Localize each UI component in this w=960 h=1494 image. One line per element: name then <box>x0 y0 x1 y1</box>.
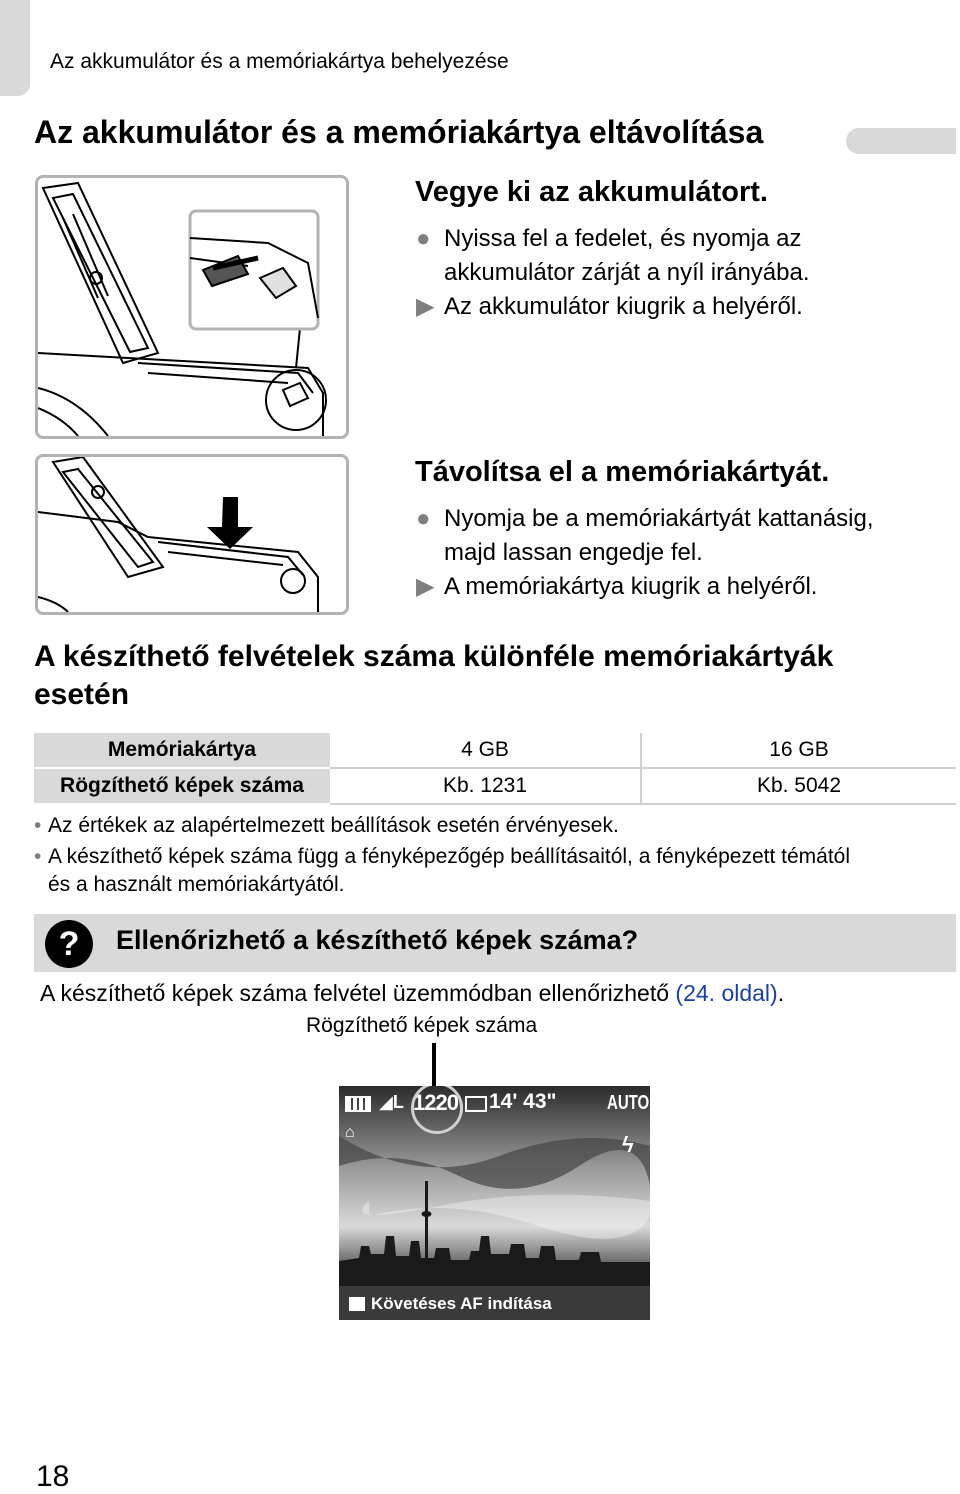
step-1-line <box>416 290 946 324</box>
af-tracking-icon <box>349 1297 365 1311</box>
step-2-line <box>416 536 956 570</box>
movie-icon <box>465 1096 487 1112</box>
bullet-dot-icon: • <box>34 845 42 868</box>
shots-remaining: 1220 <box>413 1090 458 1115</box>
note-text: Az értékek az alapértelmezett beállítások esetén érvényesek. <box>48 814 619 837</box>
callout-label: Rögzíthető képek száma <box>306 1014 538 1037</box>
step-1-line <box>416 222 946 256</box>
step-2-line <box>416 570 956 604</box>
recording-time: 14' 43" <box>489 1090 557 1113</box>
step-2-title: Távolítsa el a memóriakártyát. <box>415 456 830 488</box>
chapter-tab-marker <box>0 0 30 96</box>
stabilizer-icon: ⌂ <box>345 1124 355 1141</box>
step-1-line-text: Nyissa fel a fedelet, és nyomja az <box>444 225 802 252</box>
callout-line <box>432 1043 436 1087</box>
note-2-continued <box>48 871 960 899</box>
step-1-title: Vegye ki az akkumulátort. <box>415 176 768 208</box>
answer-text: A készíthető képek száma felvétel üzemmódban ellenőrizhető <box>40 980 676 1006</box>
result-arrow-icon: ▶ <box>416 293 435 320</box>
result-arrow-icon: ▶ <box>416 573 435 600</box>
flash-auto-icon: ϟ <box>622 1132 634 1157</box>
bullet-dot-icon: ● <box>416 225 431 252</box>
question-mark-icon <box>44 919 94 969</box>
note-1 <box>34 812 954 840</box>
step-2-body <box>416 502 956 604</box>
table-row <box>34 768 956 804</box>
step-2-line-text: Nyomja be a memóriakártyát kattanásig, <box>444 505 874 532</box>
table-column-header: 16 GB <box>641 733 956 768</box>
step-1-line-text: akkumulátor zárját a nyíl irányába. <box>444 259 810 286</box>
battery-icon <box>345 1096 371 1112</box>
compression-icon: ◢L <box>379 1092 404 1112</box>
lcd-bottom-text: Követéses AF indítása <box>371 1294 552 1313</box>
section-title-bar <box>846 128 956 154</box>
bullet-dot-icon: • <box>34 814 42 837</box>
step-1-line-text: Az akkumulátor kiugrik a helyéről. <box>444 293 803 320</box>
lcd-screen <box>339 1086 650 1320</box>
note-text: A készíthető képek száma függ a fényképezőgép beállításaitól, a fényképezett témától <box>48 845 850 868</box>
capacity-table <box>34 733 956 805</box>
table-row <box>34 733 956 768</box>
question-title: Ellenőrizhető a készíthető képek száma? <box>116 925 639 955</box>
table-cell: Kb. 5042 <box>641 768 956 804</box>
running-header: Az akkumulátor és a memóriakártya behelyezése <box>50 50 509 73</box>
camera-battery-drawing <box>38 178 346 436</box>
table-column-header: 4 GB <box>330 733 641 768</box>
step-1-line <box>416 256 946 290</box>
lcd-scene-image <box>339 1086 650 1320</box>
card-removal-illustration <box>35 454 349 615</box>
camera-card-drawing <box>38 457 346 612</box>
table-row-label: Rögzíthető képek száma <box>34 768 330 804</box>
step-2-line-text: A memóriakártya kiugrik a helyéről. <box>444 573 818 600</box>
answer-text-end: . <box>777 980 785 1006</box>
battery-removal-illustration <box>35 175 349 439</box>
step-2-line <box>416 502 956 536</box>
note-text: és a használt memóriakártyától. <box>48 873 345 896</box>
page-number: 18 <box>36 1460 70 1493</box>
bullet-dot-icon: ● <box>416 505 431 532</box>
section-title: Az akkumulátor és a memóriakártya eltávolítása <box>34 114 764 150</box>
table-header-label: Memóriakártya <box>34 733 330 768</box>
capacity-heading: A készíthető felvételek száma különféle memóriakártyák esetén <box>34 640 834 711</box>
note-2 <box>34 843 954 871</box>
auto-mode-badge: AUTO <box>607 1092 650 1114</box>
svg-text:?: ? <box>58 925 80 963</box>
question-answer <box>40 980 784 1007</box>
step-2-line-text: majd lassan engedje fel. <box>444 539 703 566</box>
step-1-body <box>416 222 946 324</box>
page-reference-link[interactable]: (24. oldal) <box>675 980 778 1006</box>
table-cell: Kb. 1231 <box>330 768 641 804</box>
